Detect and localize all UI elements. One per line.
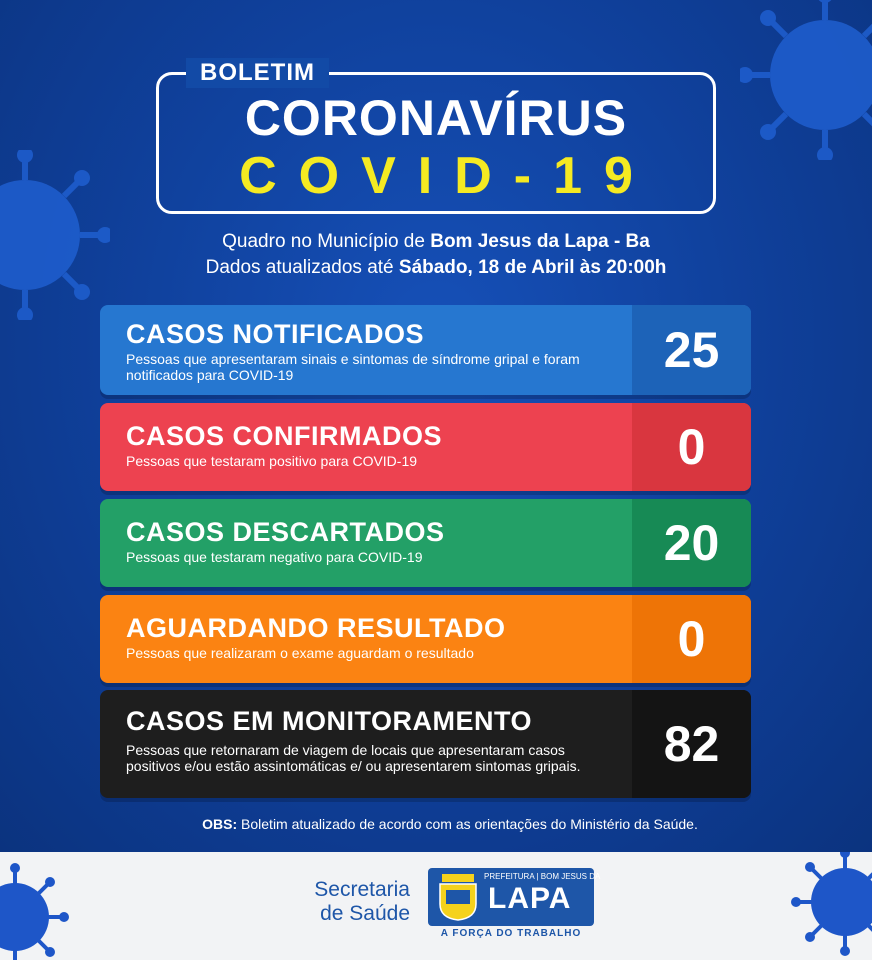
page-title: CORONAVÍRUS xyxy=(244,90,628,146)
boletim-label: BOLETIM xyxy=(186,58,329,88)
secretaria-label: Secretaria de Saúde xyxy=(314,878,410,925)
virus-icon xyxy=(790,852,872,957)
virus-icon xyxy=(740,0,872,160)
card-monitoramento xyxy=(100,690,751,798)
card-desc: Pessoas que retornaram de viagem de locais que apresentaram casos positivos e/ou estão assintomáticas e/ ou apresentarem sintomas gripais. xyxy=(126,742,581,774)
covid-title: COVID-19 xyxy=(239,147,655,205)
card-descartados xyxy=(100,499,751,587)
card-value: 20 xyxy=(632,499,751,587)
card-desc: Pessoas que testaram negativo para COVID-19 xyxy=(126,549,423,565)
obs-note: OBS: Boletim atualizado de acordo com as orientações do Ministério da Saúde. xyxy=(202,816,698,832)
card-title: CASOS EM MONITORAMENTO xyxy=(126,706,533,736)
logo-lapa-text: LAPA xyxy=(488,882,572,915)
card-desc: Pessoas que testaram positivo para COVID-19 xyxy=(126,453,418,469)
subtitle-line1: Quadro no Município de Bom Jesus da Lapa - Ba xyxy=(222,231,650,252)
card-title: CASOS NOTIFICADOS xyxy=(126,319,425,349)
card-desc: Pessoas que realizaram o exame aguardam o resultado xyxy=(126,645,474,661)
card-value: 0 xyxy=(632,595,751,683)
card-notificados xyxy=(100,305,751,395)
card-title: CASOS CONFIRMADOS xyxy=(126,421,443,451)
card-desc: Pessoas que apresentaram sinais e sintomas de síndrome gripal e foram notificados para COVID-19 xyxy=(126,351,580,383)
card-value: 82 xyxy=(632,690,751,798)
card-aguardando xyxy=(100,595,751,683)
card-title: AGUARDANDO RESULTADO xyxy=(126,613,506,643)
virus-icon xyxy=(0,862,70,960)
logo-prefeitura: PREFEITURA | BOM JESUS DA xyxy=(484,872,601,881)
card-title: CASOS DESCARTADOS xyxy=(126,517,445,547)
virus-icon xyxy=(0,150,110,320)
coat-of-arms-icon xyxy=(436,872,480,922)
card-value: 25 xyxy=(632,305,751,395)
subtitle-line2: Dados atualizados até Sábado, 18 de Abril às 20:00h xyxy=(205,257,667,278)
card-confirmados xyxy=(100,403,751,491)
card-value: 0 xyxy=(632,403,751,491)
logo-slogan: A FORÇA DO TRABALHO xyxy=(440,928,582,939)
